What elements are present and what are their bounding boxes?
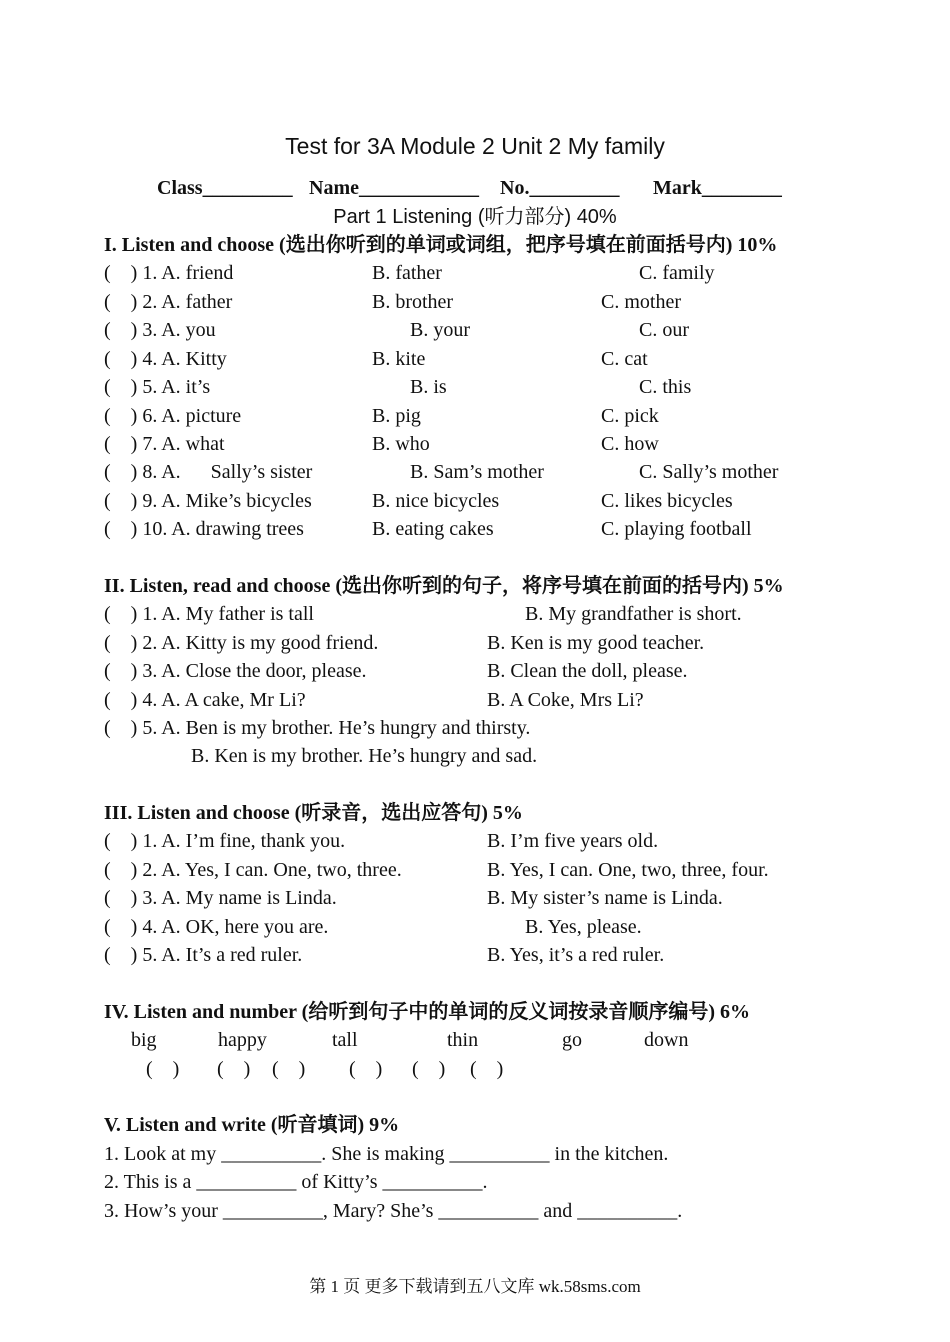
answer-bracket: ( ) <box>146 1058 180 1080</box>
answer-bracket: ( ) <box>412 1058 446 1080</box>
option-b: B. pig <box>372 405 421 427</box>
page-footer: 第 1 页 更多下载请到五八文库 wk.58sms.com <box>309 1277 641 1296</box>
option-c: C. pick <box>601 405 659 427</box>
question-text: ( ) 10. A. drawing trees <box>104 518 304 540</box>
answer-bracket: ( ) <box>272 1058 306 1080</box>
section-1-heading: I. Listen and choose (选出你听到的单词或词组，把序号填在前面括号内) 10% <box>104 234 778 256</box>
part-heading: Part 1 Listening (听力部分) 40% <box>333 206 617 228</box>
option-c: C. Sally’s mother <box>639 461 779 483</box>
question-text: ( ) 5. A. It’s a red ruler. <box>104 944 303 966</box>
option-c: C. how <box>601 433 659 455</box>
option-b: B. Ken is my good teacher. <box>487 632 705 654</box>
section-2-heading: II. Listen, read and choose (选出你听到的句子，将序号填在前面的括号内) 5% <box>104 575 784 597</box>
option-b: B. nice bicycles <box>372 490 500 512</box>
mark-field: Mark________ <box>653 177 782 199</box>
question-text: ( ) 3. A. My name is Linda. <box>104 887 337 909</box>
name-field: Name____________ <box>309 177 479 199</box>
answer-bracket: ( ) <box>217 1058 251 1080</box>
section-5-heading: V. Listen and write (听音填词) 9% <box>104 1114 400 1136</box>
option-c: C. playing football <box>601 518 752 540</box>
answer-bracket: ( ) <box>470 1058 504 1080</box>
question-text: ( ) 4. A. Kitty <box>104 348 227 370</box>
option-b: B. your <box>410 319 470 341</box>
option-c: C. family <box>639 262 715 284</box>
question-text: ( ) 3. A. you <box>104 319 216 341</box>
question-text: ( ) 9. A. Mike’s bicycles <box>104 490 312 512</box>
word-item: go <box>562 1029 582 1051</box>
option-b: B. kite <box>372 348 426 370</box>
option-b: B. My sister’s name is Linda. <box>487 887 723 909</box>
option-c: C. our <box>639 319 689 341</box>
question-text: ( ) 5. A. it’s <box>104 376 211 398</box>
question-text: ( ) 4. A. A cake, Mr Li? <box>104 689 306 711</box>
fill-in-line: 2. This is a __________ of Kitty’s __________. <box>104 1171 488 1193</box>
word-item: thin <box>447 1029 479 1051</box>
page-title: Test for 3A Module 2 Unit 2 My family <box>285 133 665 159</box>
option-b: B. Yes, I can. One, two, three, four. <box>487 859 769 881</box>
question-text: ( ) 5. A. Ben is my brother. He’s hungry and thirsty. <box>104 717 531 739</box>
section-4-heading: IV. Listen and number (给听到句子中的单词的反义词按录音顺序编号) 6% <box>104 1001 750 1023</box>
question-text: ( ) 4. A. OK, here you are. <box>104 916 329 938</box>
option-c: C. cat <box>601 348 648 370</box>
option-b: B. brother <box>372 291 454 313</box>
option-b: B. My grandfather is short. <box>525 603 742 625</box>
option-b: B. Yes, please. <box>525 916 642 938</box>
option-b: B. who <box>372 433 430 455</box>
option-b: B. I’m five years old. <box>487 830 659 852</box>
question-text: ( ) 8. A. Sally’s sister <box>104 461 313 483</box>
question-text: ( ) 1. A. My father is tall <box>104 603 314 625</box>
word-item: big <box>131 1029 157 1051</box>
section-3-heading: III. Listen and choose (听录音，选出应答句) 5% <box>104 802 523 824</box>
word-item: happy <box>218 1029 267 1051</box>
option-c: C. likes bicycles <box>601 490 733 512</box>
option-c: C. mother <box>601 291 681 313</box>
question-text: ( ) 2. A. Kitty is my good friend. <box>104 632 379 654</box>
option-c: C. this <box>639 376 692 398</box>
fill-in-line: 1. Look at my __________. She is making __________ in the kitchen. <box>104 1143 669 1165</box>
option-b: B. father <box>372 262 442 284</box>
question-text: ( ) 2. A. Yes, I can. One, two, three. <box>104 859 402 881</box>
class-field: Class_________ <box>157 177 293 199</box>
option-b: B. A Coke, Mrs Li? <box>487 689 644 711</box>
option-b: B. Sam’s mother <box>410 461 544 483</box>
question-text: ( ) 1. A. friend <box>104 262 234 284</box>
question-text: ( ) 6. A. picture <box>104 405 242 427</box>
answer-bracket: ( ) <box>349 1058 383 1080</box>
question-text: ( ) 7. A. what <box>104 433 225 455</box>
number-field: No._________ <box>500 177 620 199</box>
option-b: B. is <box>410 376 447 398</box>
word-item: tall <box>332 1029 358 1051</box>
option-b: B. Ken is my brother. He’s hungry and sad. <box>191 745 538 767</box>
option-b: B. eating cakes <box>372 518 494 540</box>
option-b: B. Clean the doll, please. <box>487 660 688 682</box>
fill-in-line: 3. How’s your __________, Mary? She’s __________ and __________. <box>104 1200 683 1222</box>
word-item: down <box>644 1029 689 1051</box>
option-b: B. Yes, it’s a red ruler. <box>487 944 665 966</box>
question-text: ( ) 3. A. Close the door, please. <box>104 660 367 682</box>
question-text: ( ) 1. A. I’m fine, thank you. <box>104 830 346 852</box>
question-text: ( ) 2. A. father <box>104 291 233 313</box>
